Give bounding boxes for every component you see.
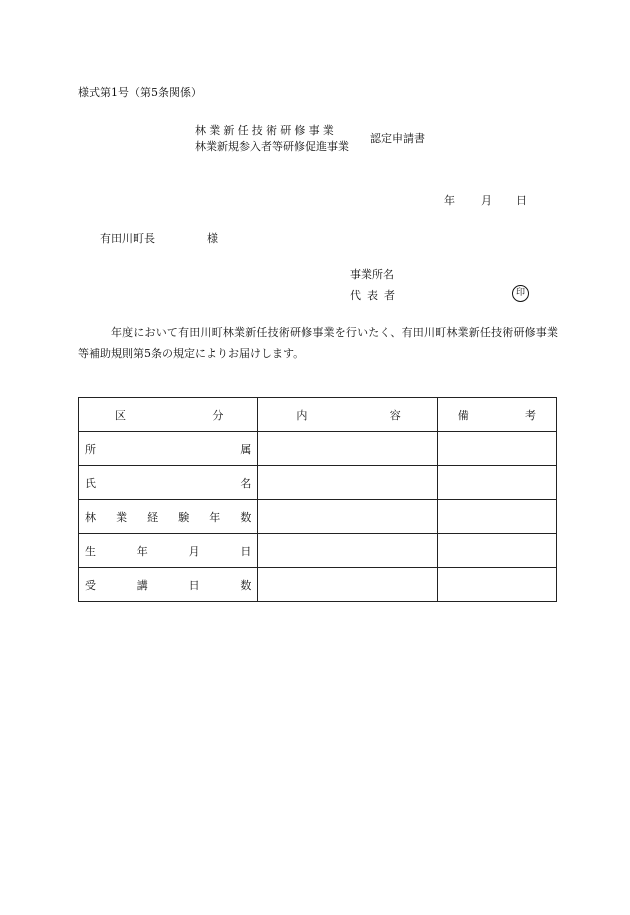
addressee-honorific: 様 — [207, 232, 218, 245]
table-row — [79, 500, 557, 534]
row-label-cell — [79, 568, 258, 602]
row-label: 所 属 — [85, 442, 252, 456]
remarks-cell[interactable] — [437, 568, 556, 602]
table-row — [79, 568, 557, 602]
title-line-1: 林業新任技術研修事業 — [195, 124, 337, 137]
title-suffix: 認定申請書 — [370, 132, 425, 145]
addressee-name: 有田川町長 — [100, 232, 155, 245]
row-label-cell — [79, 500, 258, 534]
content-cell[interactable] — [258, 534, 437, 568]
header-cell — [258, 398, 437, 432]
header-label: 備 考 — [457, 408, 536, 422]
row-label: 生 年 月 日 — [85, 544, 252, 558]
row-label-cell — [79, 432, 258, 466]
header-cell — [79, 398, 258, 432]
representative-label: 代表者 — [350, 289, 401, 302]
remarks-cell[interactable] — [437, 466, 556, 500]
row-label-cell — [79, 466, 258, 500]
table-row — [79, 534, 557, 568]
header-label: 内 容 — [296, 408, 401, 422]
content-cell[interactable] — [258, 466, 437, 500]
date-year-label: 年 — [444, 194, 455, 207]
title-line-2: 林業新規参入者等研修促進事業 — [195, 140, 349, 153]
table-row — [79, 466, 557, 500]
remarks-cell[interactable] — [437, 500, 556, 534]
row-label: 氏 名 — [85, 476, 252, 490]
content-cell[interactable] — [258, 500, 437, 534]
row-label-cell — [79, 534, 258, 568]
row-label: 受 講 日 数 — [85, 578, 252, 592]
content-cell[interactable] — [258, 568, 437, 602]
table-header-row — [79, 398, 557, 432]
body-text: 年度において有田川町林業新任技術研修事業を行いたく、有田川町林業新任技術研修事業等補助規則第5条の規定によりお届けします。 — [78, 326, 558, 360]
seal-mark: 印 — [512, 285, 529, 302]
header-cell — [437, 398, 556, 432]
remarks-cell[interactable] — [437, 534, 556, 568]
date-month-label: 月 — [481, 194, 492, 207]
table-row — [79, 432, 557, 466]
header-label: 区 分 — [115, 408, 224, 422]
row-label: 林 業 経 験 年 数 — [85, 510, 252, 524]
content-cell[interactable] — [258, 432, 437, 466]
remarks-cell[interactable] — [437, 432, 556, 466]
form-number: 様式第1号（第5条関係） — [78, 86, 202, 99]
date-day-label: 日 — [516, 194, 527, 207]
office-name-label: 事業所名 — [350, 268, 394, 281]
info-table — [78, 397, 557, 602]
